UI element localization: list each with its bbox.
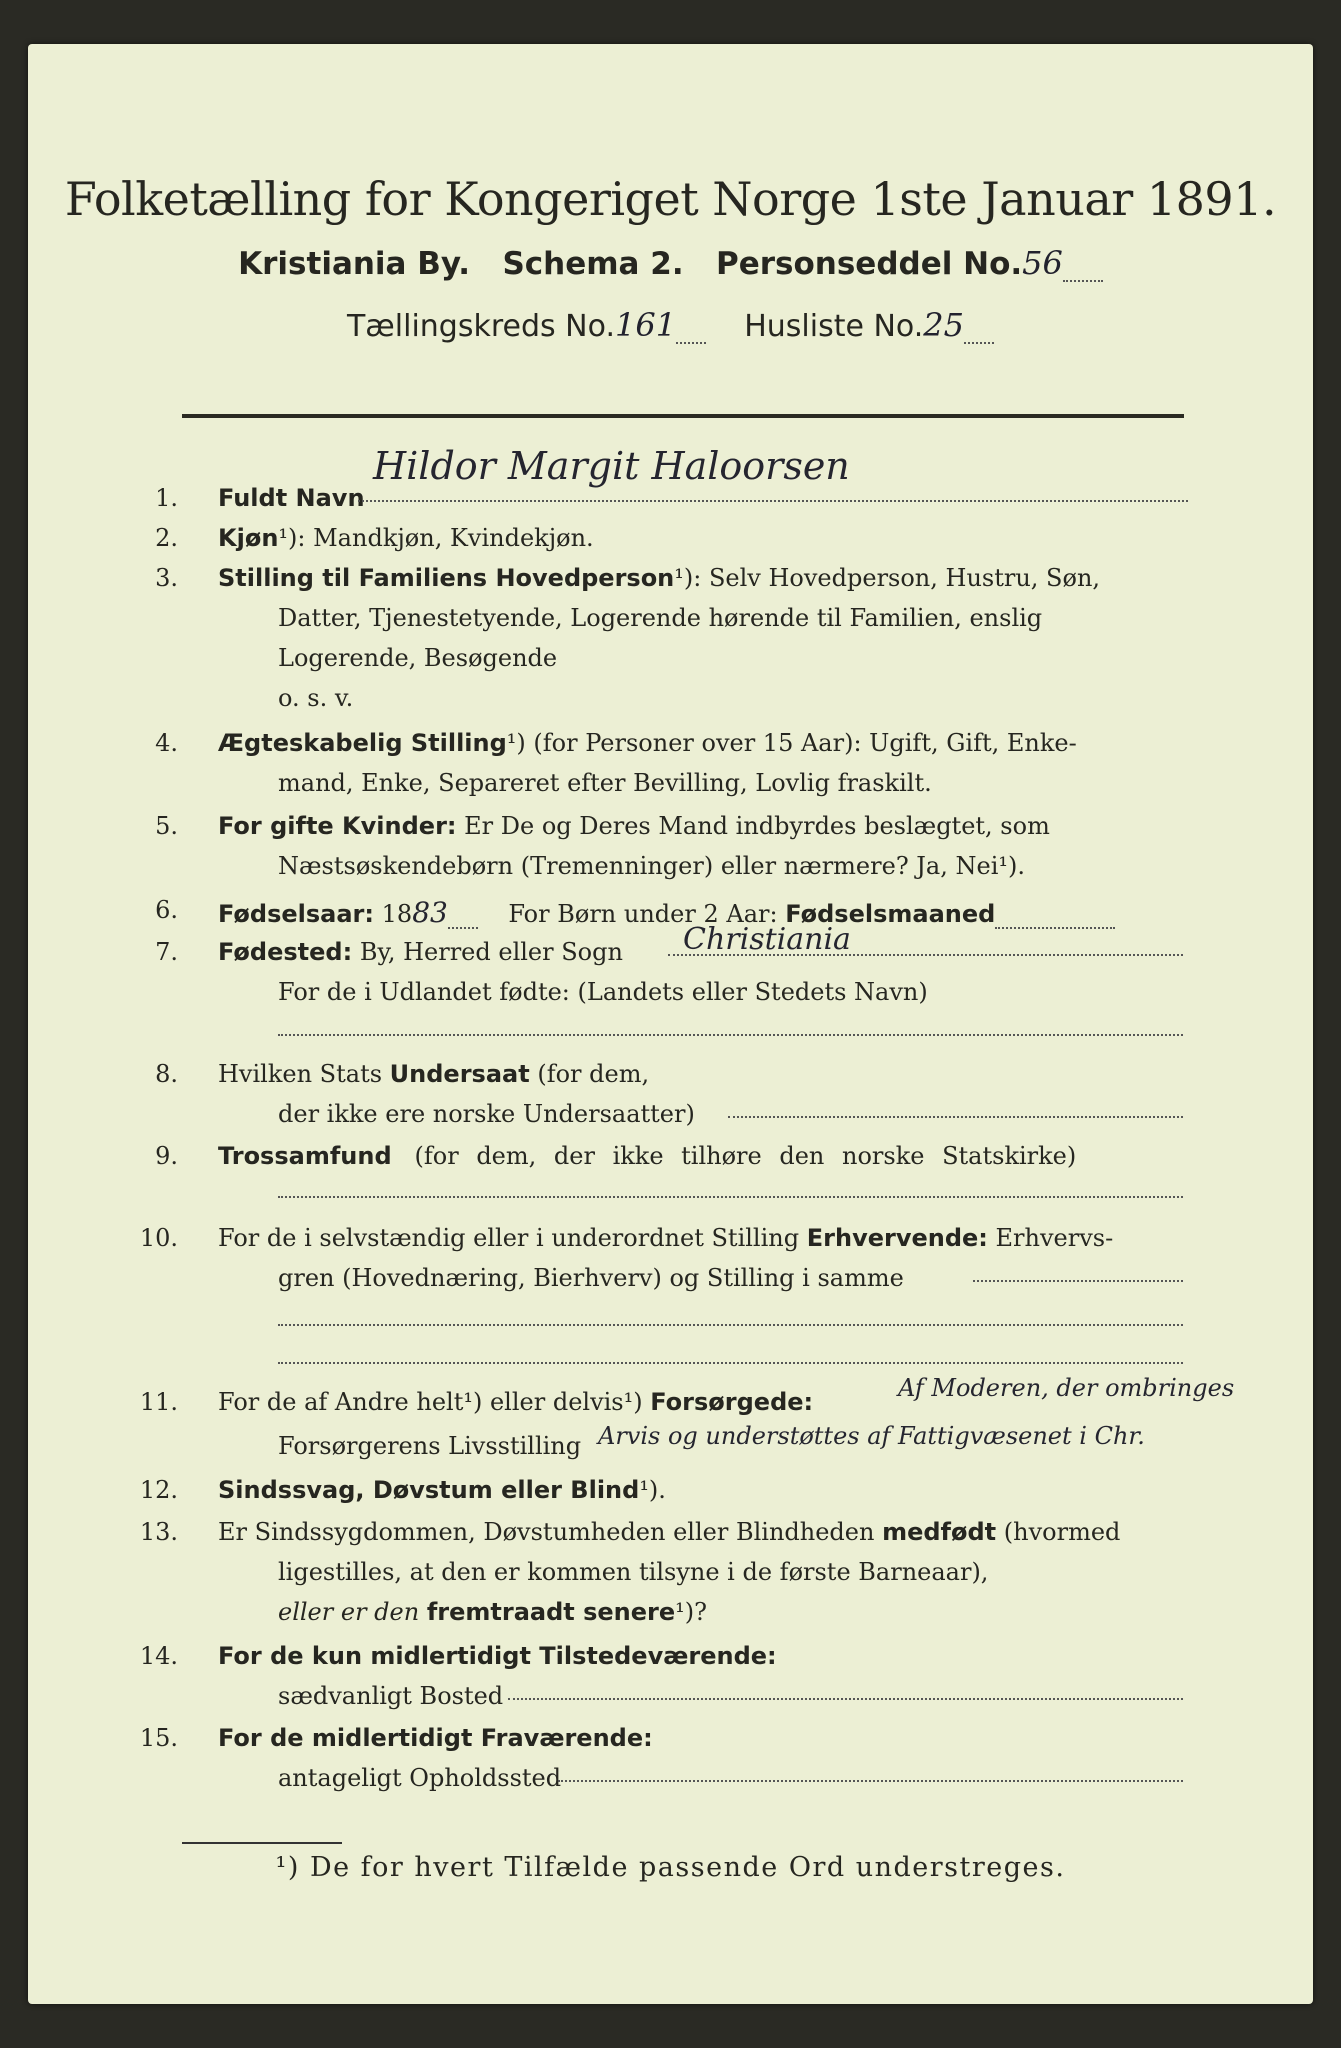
q9-row <box>218 1142 1076 1170</box>
q14-label: For de kun midlertidigt Tilstedeværende: <box>218 1642 777 1670</box>
q1-value: Hildor Margit Haloorsen <box>373 444 850 488</box>
kreds-number: 161 <box>614 306 677 344</box>
q10-row <box>218 1224 1113 1252</box>
q2-number: 2. <box>155 524 178 552</box>
q14-dotline <box>508 1698 1183 1700</box>
q7-value: Christiania <box>683 922 851 957</box>
q3-line-3: Logerende, Besøgende <box>278 644 558 672</box>
q6-number: 6. <box>155 896 178 924</box>
husliste-label: Husliste No. <box>744 309 924 344</box>
q7-dotline <box>668 954 1183 956</box>
q7-text: By, Herred eller Sogn <box>359 938 623 966</box>
q1-label: Fuldt Navn <box>218 484 365 512</box>
q13-line-3a: eller er den <box>278 1598 420 1626</box>
q9-text: (for dem, der ikke tilhøre den norske Statskirke) <box>414 1142 1077 1170</box>
q6-row <box>218 896 1115 929</box>
q3-number: 3. <box>155 564 178 592</box>
q11-line-2: Forsørgerens Livsstilling <box>278 1432 582 1460</box>
q5-row-2: Næstsøskendebørn (Tremenninger) eller nærmere? Ja, Nei¹). <box>278 852 1025 880</box>
q10-number: 10. <box>139 1224 178 1252</box>
q12-number: 12. <box>139 1476 178 1504</box>
q6-label-2: Fødselsmaaned <box>785 900 996 928</box>
q3-label: Stilling til Familiens Hovedperson <box>218 564 675 592</box>
footnote: ¹) De for hvert Tilfælde passende Ord understreges. <box>275 1852 1066 1883</box>
personseddel-label: Personseddel No. <box>715 246 1023 282</box>
q13-line-1a: Er Sindssygdommen, Døvstumheden eller Blindheden <box>218 1518 875 1546</box>
q11-row: For de af Andre helt¹) eller delvis¹) Forsørgede: <box>218 1388 814 1416</box>
q14-number: 14. <box>139 1642 178 1670</box>
census-form <box>28 44 1313 2004</box>
q4-line-1: (for Personer over 15 Aar): Ugift, Gift, Enke- <box>533 729 1077 757</box>
q13-line-3b: fremtraadt senere <box>426 1598 676 1626</box>
q9-dotline <box>278 1196 1183 1198</box>
q12-text: Sindssvag, Døvstum eller Blind <box>218 1476 640 1504</box>
q15-dotline <box>558 1780 1183 1782</box>
q11-line-1b: eller delvis <box>489 1388 624 1416</box>
q14-row <box>218 1642 777 1670</box>
footnote-rule <box>182 1842 342 1844</box>
q1-number: 1. <box>155 484 178 512</box>
q9-number: 9. <box>155 1142 178 1170</box>
header-rule <box>182 414 1184 418</box>
q10-line-2: gren (Hovednæring, Bierhverv) og Stilling i samme <box>278 1264 904 1292</box>
form-title: Folketælling for Kongeriget Norge 1ste Januar 1891. <box>64 172 1277 226</box>
q13-line-2: ligestilles, at den er kommen tilsyne i de første Barneaar), <box>278 1558 989 1586</box>
q8-row <box>218 1060 649 1088</box>
q1-row <box>218 484 365 512</box>
q14-line-2: sædvanligt Bosted <box>278 1682 504 1710</box>
q3-line-2: Datter, Tjenestetyende, Logerende hørende til Familien, enslig <box>278 604 1043 632</box>
q8-line-1a: Hvilken Stats <box>218 1060 383 1088</box>
q4-number: 4. <box>155 729 178 757</box>
q12-row: Sindssvag, Døvstum eller Blind¹). <box>218 1476 666 1504</box>
q3-row: Stilling til Familiens Hovedperson¹): Selv Hovedperson, Hustru, Søn, <box>218 564 1101 592</box>
q11-number: 11. <box>139 1388 178 1416</box>
husliste-number: 25 <box>923 306 964 344</box>
q2-row: Kjøn¹): Mandkjøn, Kvindekjøn. <box>218 524 594 552</box>
q2-label: Kjøn <box>218 524 279 552</box>
q9-label: Trossamfund <box>218 1142 392 1170</box>
q3-line-1: Selv Hovedperson, Hustru, Søn, <box>708 564 1101 592</box>
q4-line-2: mand, Enke, Separeret efter Bevilling, Lovlig fraskilt. <box>278 769 932 797</box>
q5-number: 5. <box>155 812 178 840</box>
q7-label: Fødested: <box>218 938 353 966</box>
personseddel-number: 56 <box>1022 244 1063 282</box>
q4-label: Ægteskabelig Stilling <box>218 729 507 757</box>
q6-prefix: 18 <box>381 900 413 928</box>
q11-value-2: Arvis og understøttes af Fattigvæsenet i Chr. <box>598 1422 1145 1450</box>
q6-label: Fødselsaar: <box>218 900 374 928</box>
q8-dotline <box>728 1116 1183 1118</box>
q15-line-2: antageligt Opholdssted <box>278 1764 562 1792</box>
q5-row <box>218 812 1050 840</box>
q5-line-2: Næstsøskendebørn (Tremenninger) eller nærmere? Ja, Nei <box>278 852 999 880</box>
q10-dotline <box>973 1280 1183 1282</box>
q13-label: medfødt <box>882 1518 997 1546</box>
kreds-label: Tællingskreds No. <box>346 309 615 344</box>
q10-dotline-3 <box>278 1362 1183 1364</box>
q7-dotline-2 <box>278 1034 1183 1036</box>
q8-number: 8. <box>155 1060 178 1088</box>
q6-rest: For Børn under 2 Aar: <box>508 900 778 928</box>
q8-line-1b: (for dem, <box>537 1060 650 1088</box>
q6-value: 83 <box>412 896 448 929</box>
form-subheader <box>28 244 1313 282</box>
q8-label: Undersaat <box>389 1060 530 1088</box>
q10-line-1b: Erhvervs- <box>995 1224 1114 1252</box>
q15-number: 15. <box>139 1724 178 1752</box>
q15-row <box>218 1724 653 1752</box>
q11-line-1a: For de af Andre helt <box>218 1388 464 1416</box>
q7-line-2: For de i Udlandet fødte: (Landets eller Stedets Navn) <box>278 978 928 1006</box>
q5-label: For gifte Kvinder: <box>218 812 457 840</box>
q13-row <box>218 1518 1120 1546</box>
q15-label: For de midlertidigt Fraværende: <box>218 1724 653 1752</box>
q7-row <box>218 938 623 966</box>
q7-number: 7. <box>155 938 178 966</box>
q2-text: Mandkjøn, Kvindekjøn. <box>313 524 594 552</box>
q10-line-1a: For de i selvstændig eller i underordnet Stilling <box>218 1224 800 1252</box>
q8-line-2: der ikke ere norske Undersaatter) <box>278 1100 695 1128</box>
q5-line-1: Er De og Deres Mand indbyrdes beslægtet, som <box>464 812 1050 840</box>
q13-line-1b: (hvormed <box>1003 1518 1121 1546</box>
q11-label: Forsørgede: <box>650 1388 814 1416</box>
q13-number: 13. <box>139 1518 178 1546</box>
schema: Schema 2. <box>502 246 684 282</box>
city: Kristiania By. <box>238 246 471 282</box>
q11-value-1: Af Moderen, der ombringes <box>898 1374 1235 1402</box>
q13-row-3: eller er den fremtraadt senere¹)? <box>278 1598 707 1626</box>
form-subheader-2 <box>28 306 1313 344</box>
q10-label: Erhvervende: <box>806 1224 988 1252</box>
q10-dotline-2 <box>278 1324 1183 1326</box>
q4-row: Ægteskabelig Stilling¹) (for Personer over 15 Aar): Ugift, Gift, Enke- <box>218 729 1077 757</box>
q1-dotline <box>358 500 1188 502</box>
q3-line-4: o. s. v. <box>278 684 354 712</box>
